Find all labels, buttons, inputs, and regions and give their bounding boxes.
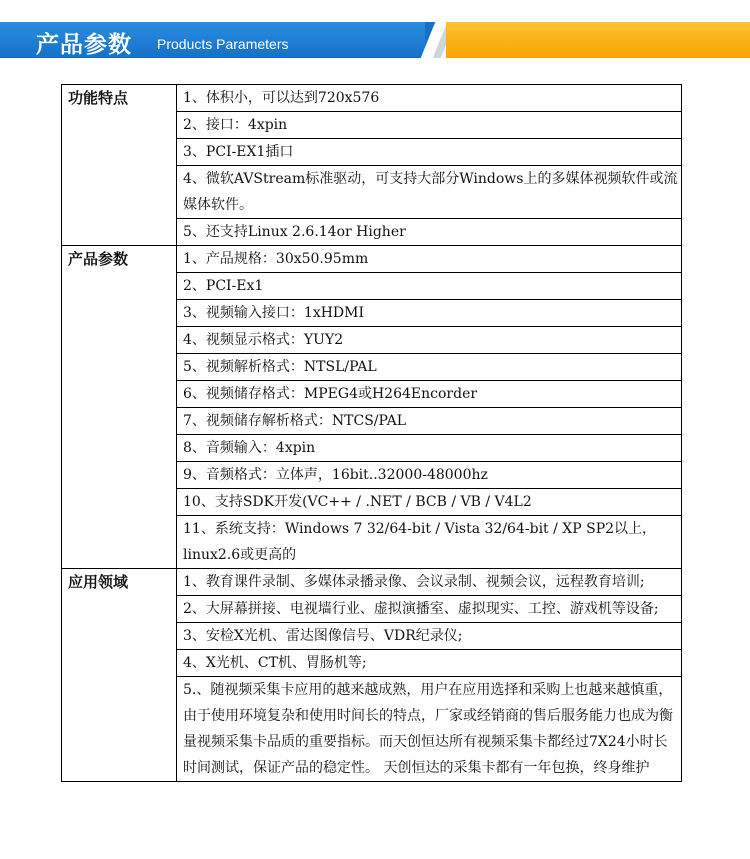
table-cell: 4、视频显示格式：YUY2 bbox=[177, 327, 682, 354]
table-cell: 1、产品规格：30x50.95mm bbox=[177, 246, 682, 273]
banner-subtitle: Products Parameters bbox=[157, 36, 289, 52]
banner-title: 产品参数 bbox=[36, 32, 132, 58]
table-cell: 8、音频输入：4xpin bbox=[177, 435, 682, 462]
category-applications: 应用领域 bbox=[62, 569, 177, 782]
table-cell: 4、微软AVStream标准驱动，可支持大部分Windows上的多媒体视频软件或流媒体软件。 bbox=[177, 166, 682, 219]
table-cell: 2、PCI-Ex1 bbox=[177, 273, 682, 300]
banner-orange-bar bbox=[446, 22, 750, 58]
table-cell: 1、体积小，可以达到720x576 bbox=[177, 85, 682, 112]
table-cell: 2、接口：4xpin bbox=[177, 112, 682, 139]
table-row bbox=[62, 569, 682, 596]
table-cell: 3、PCI-EX1插口 bbox=[177, 139, 682, 166]
table-row bbox=[62, 85, 682, 112]
table-row bbox=[62, 246, 682, 273]
table-cell: 3、安检X光机、雷达图像信号、VDR纪录仪; bbox=[177, 623, 682, 650]
table-cell: 5.、随视频采集卡应用的越来越成熟，用户在应用选择和采购上也越来越慎重，由于使用环境复杂和使用时间长的特点，厂家或经销商的售后服务能力也成为衡量视频采集卡品质的重要指标。而天创恒达所有视频采集卡都经过7X24小时长时间测试，保证产品的稳定性。 天创恒达的采集卡都有一年包换，终身维护 bbox=[177, 677, 682, 782]
category-parameters: 产品参数 bbox=[62, 246, 177, 569]
table-cell: 2、大屏幕拼接、电视墙行业、虚拟演播室、虚拟现实、工控、游戏机等设备; bbox=[177, 596, 682, 623]
table-cell: 9、音频格式：立体声，16bit..32000-48000hz bbox=[177, 462, 682, 489]
table-cell: 3、视频输入接口：1xHDMI bbox=[177, 300, 682, 327]
parameters-table bbox=[61, 84, 682, 782]
table-cell: 1、教育课件录制、多媒体录播录像、会议录制、视频会议，远程教育培训; bbox=[177, 569, 682, 596]
table-cell: 4、X光机、CT机、胃肠机等; bbox=[177, 650, 682, 677]
table-cell: 7、视频储存解析格式：NTCS/PAL bbox=[177, 408, 682, 435]
table-cell: 11、系统支持：Windows 7 32/64-bit / Vista 32/64-bit / XP SP2以上，linux2.6或更高的 bbox=[177, 516, 682, 569]
section-banner bbox=[0, 12, 750, 58]
table-cell: 6、视频储存格式：MPEG4或H264Encorder bbox=[177, 381, 682, 408]
table-cell: 10、支持SDK开发(VC++ / .NET / BCB / VB / V4L2 bbox=[177, 489, 682, 516]
category-features: 功能特点 bbox=[62, 85, 177, 246]
table-cell: 5、视频解析格式：NTSL/PAL bbox=[177, 354, 682, 381]
table-cell: 5、还支持Linux 2.6.14or Higher bbox=[177, 219, 682, 246]
